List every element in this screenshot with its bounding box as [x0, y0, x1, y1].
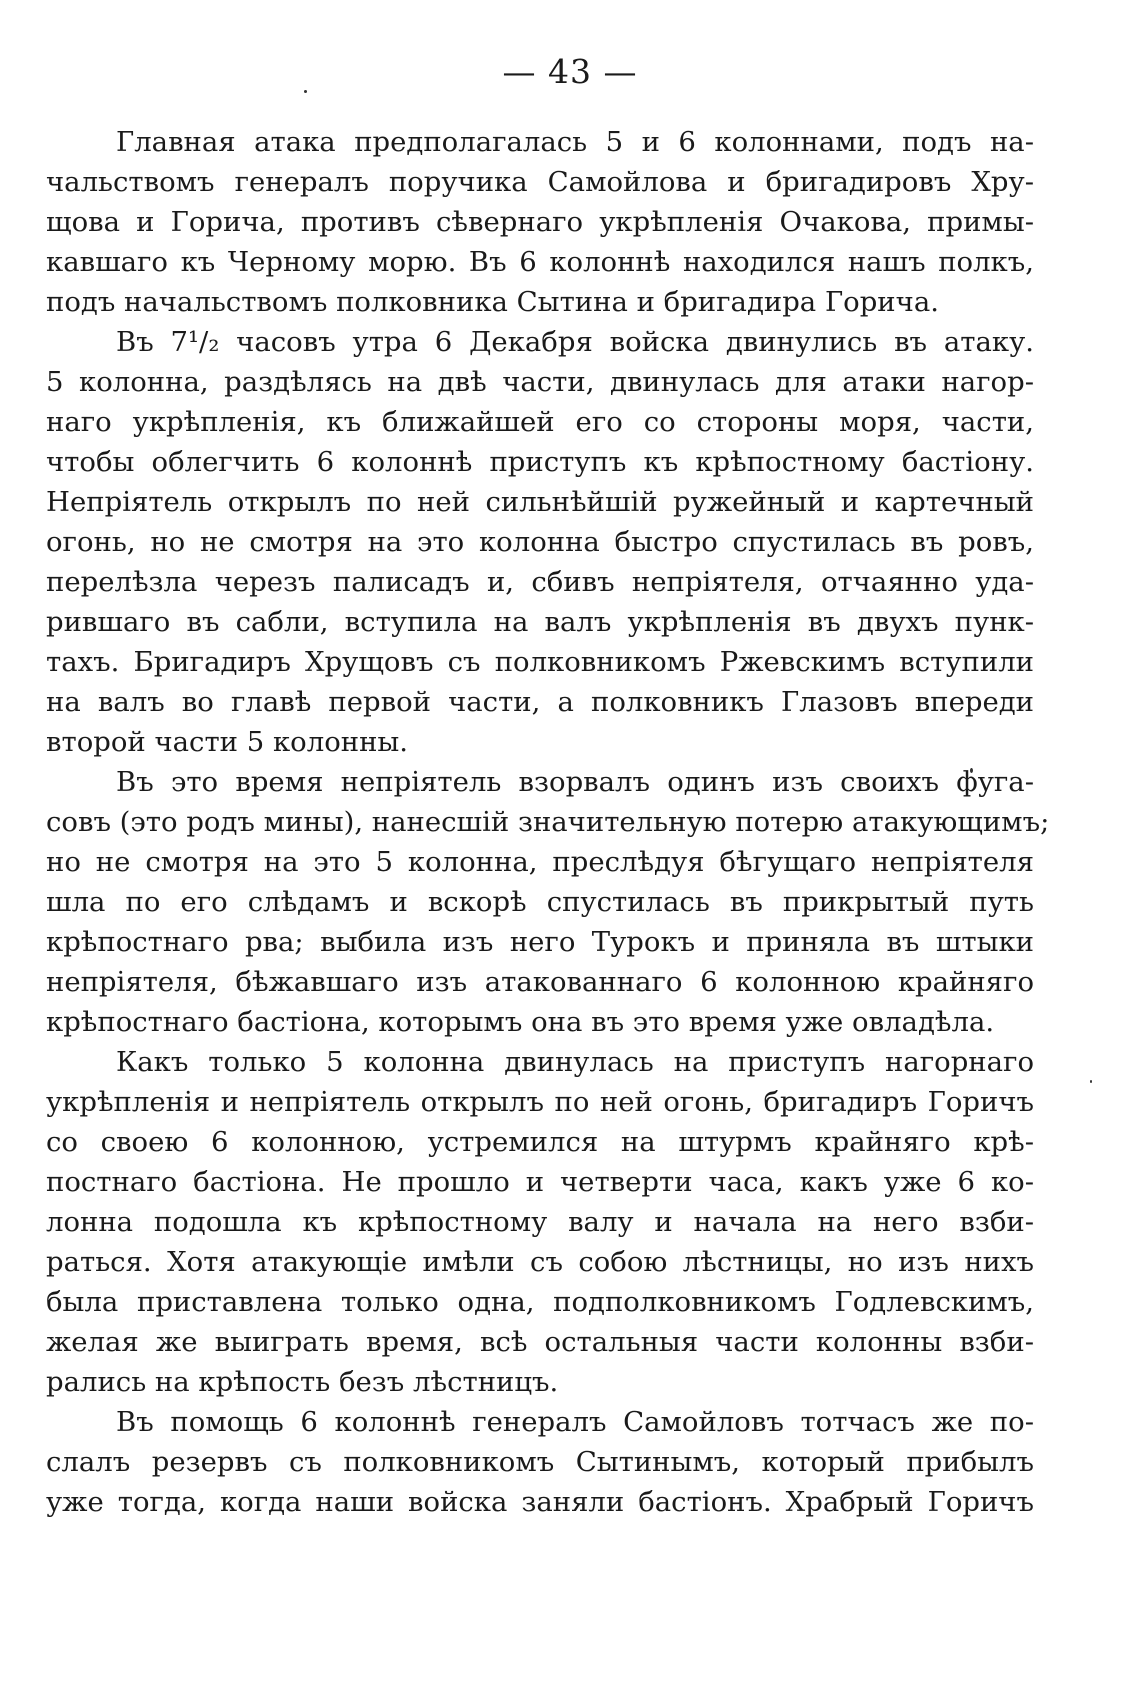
text-line: второй части 5 колонны.	[46, 726, 409, 758]
text-line: слалъ резервъ съ полковникомъ Сытинымъ, который прибылъ	[46, 1446, 1034, 1478]
text-line: рившаго въ сабли, вступила на валъ укрѣпленія въ двухъ пунк-	[46, 606, 1034, 638]
text-line: уже тогда, когда наши войска заняли бастіонъ. Храбрый Горичъ	[46, 1486, 1034, 1518]
paragraph	[46, 1402, 1034, 1522]
text-line: Въ 7¹/₂ часовъ утра 6 Декабря войска двинулись въ атаку.	[116, 326, 1034, 358]
paragraph	[46, 322, 1034, 762]
text-line: крѣпостнаго бастіона, которымъ она въ это время уже овладѣла.	[46, 1006, 995, 1038]
text-line: щова и Горича, противъ сѣвернаго укрѣпленія Очакова, примы-	[46, 206, 1034, 238]
text-line: чальствомъ генералъ поручика Самойлова и бригадировъ Хру-	[46, 166, 1034, 198]
text-line: непріятеля, бѣжавшаго изъ атакованнаго 6 колонною крайняго	[46, 966, 1034, 998]
text-line: была приставлена только одна, подполковникомъ Годлевскимъ,	[46, 1286, 1034, 1318]
text-line: огонь, но не смотря на это колонна быстро спустилась въ ровъ,	[46, 526, 1034, 558]
body-text	[46, 122, 1050, 1522]
paragraph	[46, 1042, 1034, 1402]
text-line: Какъ только 5 колонна двинулась на приступъ нагорнаго	[116, 1046, 1034, 1078]
text-line: но не смотря на это 5 колонна, преслѣдуя бѣгущаго непріятеля	[46, 846, 1034, 878]
text-line: перелѣзла черезъ палисадъ и, сбивъ непріятеля, отчаянно уда-	[46, 566, 1034, 598]
text-line: Въ помощь 6 колоннѣ генералъ Самойловъ тотчасъ же по-	[116, 1406, 1034, 1438]
text-line: со своею 6 колонною, устремился на штурмъ крайняго крѣ-	[46, 1126, 1034, 1158]
text-line: Въ это время непріятель взорвалъ одинъ изъ своихъ фуга-	[116, 766, 1034, 798]
text-line: на валъ во главѣ первой части, а полковникъ Глазовъ впереди	[46, 686, 1034, 718]
print-speck	[304, 90, 307, 93]
page-number: — 43 —	[502, 52, 638, 91]
text-line: крѣпостнаго рва; выбила изъ него Турокъ и приняла въ штыки	[46, 926, 1034, 958]
text-line: 5 колонна, раздѣлясь на двѣ части, двинулась для атаки нагор-	[46, 366, 1034, 398]
text-line: кавшаго къ Черному морю. Въ 6 колоннѣ находился нашъ полкъ,	[46, 246, 1034, 278]
paragraph	[46, 762, 1050, 1042]
paragraph	[46, 122, 1034, 322]
text-line: чтобы облегчить 6 колоннѣ приступъ къ крѣпостному бастіону.	[46, 446, 1034, 478]
text-line: постнаго бастіона. Не прошло и четверти часа, какъ уже 6 ко-	[46, 1166, 1034, 1198]
text-line: совъ (это родъ мины), нанесшій значительную потерю атакующимъ;	[46, 806, 1050, 838]
text-line: Главная атака предполагалась 5 и 6 колоннами, подъ на-	[116, 126, 1034, 158]
text-line: Непріятель открылъ по ней сильнѣйшій ружейный и картечный	[46, 486, 1034, 518]
text-line: подъ начальствомъ полковника Сытина и бригадира Горича.	[46, 286, 939, 318]
text-line: лонна подошла къ крѣпостному валу и начала на него взби-	[46, 1206, 1034, 1238]
text-line: тахъ. Бригадиръ Хрущовъ съ полковникомъ Ржевскимъ вступили	[46, 646, 1034, 678]
text-line: раться. Хотя атакующіе имѣли съ собою лѣстницы, но изъ нихъ	[46, 1246, 1034, 1278]
text-line: рались на крѣпость безъ лѣстницъ.	[46, 1366, 559, 1398]
text-line: шла по его слѣдамъ и вскорѣ спустилась въ прикрытый путь	[46, 886, 1034, 918]
text-line: наго укрѣпленія, къ ближайшей его со стороны моря, части,	[46, 406, 1034, 438]
print-speck	[1090, 1080, 1092, 1083]
text-line: желая же выиграть время, всѣ остальныя части колонны взби-	[46, 1326, 1034, 1358]
text-line: укрѣпленія и непріятель открылъ по ней огонь, бригадиръ Горичъ	[46, 1086, 1034, 1118]
